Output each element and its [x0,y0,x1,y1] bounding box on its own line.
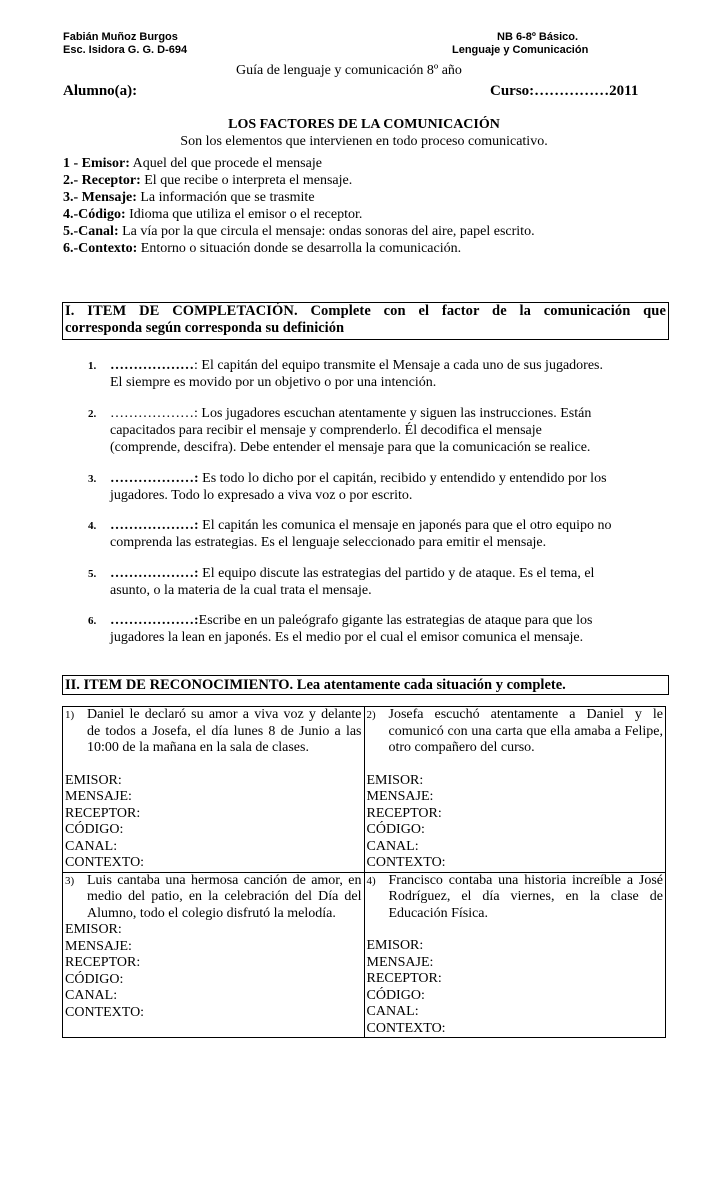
codigo-field[interactable]: CÓDIGO: [65,822,124,837]
section2-heading: II. ITEM DE RECONOCIMIENTO. Lea atentamente cada situación y complete. [62,675,669,695]
codigo-field[interactable]: CÓDIGO: [366,822,425,837]
situation-cell: 3) Luis cantaba una hermosa canción de amor, en medio del patio, en la celebración del Día del Alumno, todo el colegio disfrutó la melodía. EMISOR: MENSAJE: RECEPTOR: CÓDIGO: CANAL: CONTEXTO: [63,872,365,1038]
canal-field[interactable]: CANAL: [366,838,419,854]
contexto-field[interactable]: CONTEXTO: [65,855,145,870]
intro-title: LOS FACTORES DE LA COMUNICACIÓN [228,117,500,132]
emisor-field[interactable]: EMISOR: [366,772,424,788]
situation-cell: 2) Josefa escuchó atentamente a Daniel y le comunicó con una carta que ella amaba a Felipe, otro compañero del curso. EMISOR: MENSAJE: RECEPTOR: CÓDIGO: CANAL: CONTEXTO: [364,707,666,873]
situation-cell: 1) Daniel le declaró su amor a viva voz y delante de todos a Josefa, el día lunes 8 de Junio a las 10:00 de la mañana en la sala de clases. EMISOR: MENSAJE: RECEPTOR: CÓDIGO: CANAL: CONTEXTO: [63,707,365,873]
contexto-field[interactable]: CONTEXTO: [366,855,446,870]
factors-list [63,155,535,257]
mensaje-field[interactable]: MENSAJE: [65,938,132,954]
emisor-field[interactable]: EMISOR: [366,938,424,953]
receptor-field[interactable]: RECEPTOR: [65,955,141,970]
level-label: NB 6-8º Básico. [497,31,579,43]
answer-blank[interactable]: ……………… [110,406,194,421]
emisor-field[interactable]: EMISOR: [65,922,122,937]
student-label: Alumno(a): [63,83,138,99]
codigo-field[interactable]: CÓDIGO: [65,971,124,987]
factor-item: 4.-Código: Idioma que utiliza el emisor o el receptor. [63,207,363,222]
receptor-field[interactable]: RECEPTOR: [65,805,141,821]
school-name: Esc. Isidora G. G. D-694 [63,44,188,56]
mensaje-field[interactable]: MENSAJE: [366,789,434,804]
answer-blank[interactable]: ………………: [110,613,199,628]
receptor-field[interactable]: RECEPTOR: [366,805,442,821]
author-name: Fabián Muñoz Burgos [63,31,178,43]
factor-item: 3.- Mensaje: La información que se trasmite [63,190,315,205]
answer-blank[interactable]: ………………: [110,518,199,533]
contexto-field[interactable]: CONTEXTO: [65,1004,145,1020]
emisor-field[interactable]: EMISOR: [65,772,122,788]
factor-item: 5.-Canal: La vía por la que circula el mensaje: ondas sonoras del aire, papel escrito. [63,224,535,239]
canal-field[interactable]: CANAL: [366,1004,419,1019]
factor-item: 2.- Receptor: El que recibe o interpreta el mensaje. [63,173,353,188]
receptor-field[interactable]: RECEPTOR: [366,971,442,986]
section1-heading: I. ITEM DE COMPLETACIÓN. Complete con el factor de la comunicación que corresponda según corresponda su definición [62,302,669,340]
recognition-table [62,706,666,1038]
factor-item: 6.-Contexto: Entorno o situación donde se desarrolla la comunicación. [63,241,462,256]
answer-blank[interactable]: ………………: [110,566,199,581]
subject-label: Lenguaje y Comunicación [452,44,589,56]
intro-subtitle: Son los elementos que intervienen en todo proceso comunicativo. [180,134,548,149]
situation-cell: 4) Francisco contaba una historia increíble a José Rodríguez, el día viernes, en la clase de Educación Física. EMISOR: MENSAJE: RECEPTOR: CÓDIGO: CANAL: CONTEXTO: [364,872,666,1038]
answer-blank[interactable]: ………………: [110,471,199,486]
codigo-field[interactable]: CÓDIGO: [366,987,425,1003]
factor-item: 1 - Emisor: Aquel del que procede el mensaje [63,156,322,171]
mensaje-field[interactable]: MENSAJE: [65,789,132,804]
answer-blank[interactable]: ……………… [110,358,194,373]
document-page: Fabián Muñoz Burgos Esc. Isidora G. G. D-694 NB 6-8º Básico. Lenguaje y Comunicación Guía de lenguaje y comunicación 8º año Alumno(a): Curso:……………2011 LOS FACTORES DE LA COMUNICACIÓN Son los elementos que intervienen en todo proceso comunicativo. 1 - Emisor: Aquel del que procede el mensaje 2.- Receptor: El que recibe o interpreta el mensaje. 3.- Mensaje: La información que se trasmite 4.-Código: Idioma que utiliza el emisor o el receptor. 5.-Canal: La vía por la que circula el mensaje: ondas sonoras del aire, papel escrito. 6.-Contexto: Entorno o situación donde se desarrolla la comunicación. I. ITEM DE COMPLETACIÓN. Complete con el factor de la comunicación que corresponda según corresponda su definición 1. ………………: El capitán del equipo transmite el Mensaje a cada uno de sus jugadores. El siempre es movido por un objetivo o por una intención. 2. ………………: Los jugadores escuchan atentamente y siguen las instrucciones. Están capacitados para recibir el mensaje y comprenderlo. Él decodifica el mensaje (comprende, descifra). Debe entender el mensaje para que la comunicación se realice. 3. ………………: Es todo lo dicho por el capitán, recibido y entendido y entendido por los jugadores. Todo lo expresado a viva voz o por escrito. 4. ………………: El capitán les comunica el mensaje en japonés para que el otro equipo no comprenda las estrategias. Es el lenguaje seleccionado para emitir el mensaje. 5. ………………: El equipo discute las estrategias del partido y de ataque. Es el tema, el asunto, o la materia de la cual trata el mensaje. 6. ………………:Escribe en un paleógrafo gigante las estrategias de ataque para que los jugadores la lean en japonés. Es el medio por el cual el emisor comunica el mensaje. II. ITEM DE RECONOCIMIENTO. Lea atentamente cada situación y complete. 1) Daniel le declaró su amor a viva voz y delante de todos a Josefa, el día lunes 8 de Junio a las 10:00 de la mañana en la sala de clases. EMISOR: MENSAJE: RECEPTOR: CÓDIGO: CANAL: CONTEXTO: 2) Josefa escuchó atentamente a Daniel y le comunicó con una carta que ella amaba a Felipe, otro compañero del curso. EMISOR: MENSAJE: RECEPTOR: CÓDIGO: CANAL: CONTEXTO: 3) Luis cantaba una hermosa canción de amor, en medio del patio, en la celebración del Día del Alumno, todo el colegio disfrutó la melodía. EMISOR: MENSAJE: RECEPTOR: CÓDIGO: CANAL: CONTEXTO: 4) Francisco contaba una historia increíble a José Rodríguez, el día viernes, en la clase de Educación Física. EMISOR: MENSAJE: RECEPTOR: CÓDIGO: CANAL: CONTEXTO: [0,0,728,1200]
mensaje-field[interactable]: MENSAJE: [366,954,434,970]
canal-field[interactable]: CANAL: [65,988,118,1003]
guide-title: Guía de lenguaje y comunicación 8º año [236,63,462,78]
contexto-field[interactable]: CONTEXTO: [366,1020,446,1036]
course-label: Curso:……………2011 [490,83,639,99]
canal-field[interactable]: CANAL: [65,838,118,854]
